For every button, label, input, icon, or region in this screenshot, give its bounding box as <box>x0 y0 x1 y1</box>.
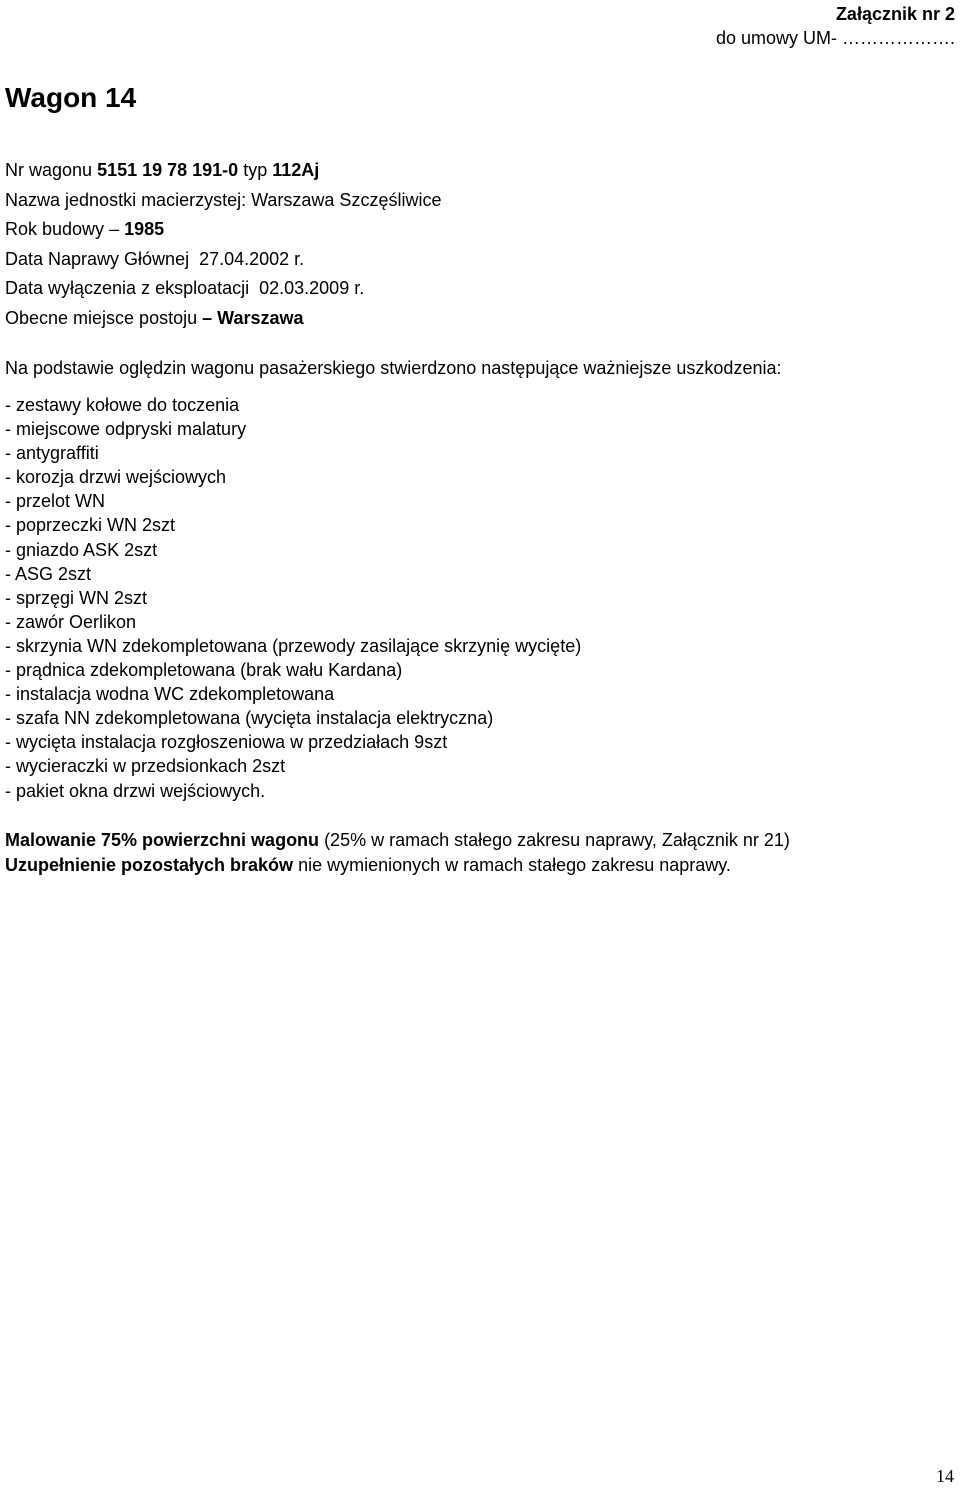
location: Warszawa <box>217 307 304 328</box>
build-year-label: Rok budowy <box>5 219 105 239</box>
main-repair-date: Data Naprawy Głównej 27.04.2002 r. <box>5 248 305 269</box>
annex-header <box>716 2 955 50</box>
completion-rest: nie wymienionych w ramach stałego zakresu naprawy. <box>293 855 731 875</box>
contract-reference: do umowy UM- ………………. <box>715 28 955 48</box>
list-item: - wycieraczki w przedsionkach 2szt <box>5 756 286 777</box>
list-item: - zawór Oerlikon <box>5 611 137 632</box>
list-item: - miejscowe odpryski malatury <box>5 419 247 440</box>
home-unit: Nazwa jednostki macierzystej: Warszawa Szczęśliwice <box>5 189 442 210</box>
list-item: - poprzeczki WN 2szt <box>5 515 176 536</box>
list-item: - wycięta instalacja rozgłoszeniowa w przedziałach 9szt <box>5 732 448 753</box>
list-item: - sprzęgi WN 2szt <box>5 587 148 608</box>
completion-bold: Uzupełnienie pozostałych braków <box>5 855 294 875</box>
location-label: Obecne miejsce postoju <box>5 307 198 328</box>
wagon-info <box>5 156 441 333</box>
painting-row <box>5 828 790 853</box>
list-item: - antygraffiti <box>5 443 99 464</box>
build-year: 1985 <box>124 219 165 239</box>
wagon-type-label: typ <box>243 160 268 180</box>
build-year-row <box>5 215 441 245</box>
painting-rest: (25% w ramach stałego zakresu naprawy, Załącznik nr 21) <box>319 830 790 850</box>
wagon-number-row <box>5 156 441 186</box>
list-item: - instalacja wodna WC zdekompletowana <box>5 684 335 705</box>
list-item: - pakiet okna drzwi wejściowych. <box>5 780 266 801</box>
repair-scope <box>5 828 790 878</box>
list-item: - zestawy kołowe do toczenia <box>5 395 240 415</box>
damage-intro: Na podstawie oględzin wagonu pasażerskiego stwierdzono następujące ważniejsze uszkodzenia: <box>5 358 782 378</box>
dash: – <box>109 219 120 239</box>
list-item: - ASG 2szt <box>5 563 92 584</box>
list-item: - przelot WN <box>5 491 106 512</box>
list-item: - szafa NN zdekompletowana (wycięta instalacja elektryczna) <box>5 708 494 729</box>
page-number: 14 <box>936 1466 954 1486</box>
wagon-type: 112Aj <box>272 160 320 180</box>
list-item: - korozja drzwi wejściowych <box>5 467 227 488</box>
list-item: - prądnica zdekompletowana (brak wału Kardana) <box>5 660 403 681</box>
location-row <box>5 304 441 334</box>
dash: – <box>202 307 213 328</box>
completion-row <box>5 853 790 878</box>
painting-bold: Malowanie 75% powierzchni wagonu <box>5 830 320 850</box>
page-title: Wagon 14 <box>5 82 137 113</box>
damage-list <box>5 393 581 803</box>
wagon-number-label: Nr wagonu <box>5 160 93 180</box>
wagon-number: 5151 19 78 191-0 <box>97 160 239 180</box>
list-item: - gniazdo ASK 2szt <box>5 539 158 560</box>
list-item: - skrzynia WN zdekompletowana (przewody zasilające skrzynię wycięte) <box>5 635 582 656</box>
decommission-date: Data wyłączenia z eksploatacji 02.03.2009 r. <box>5 278 365 298</box>
annex-label: Załącznik nr 2 <box>835 4 955 24</box>
